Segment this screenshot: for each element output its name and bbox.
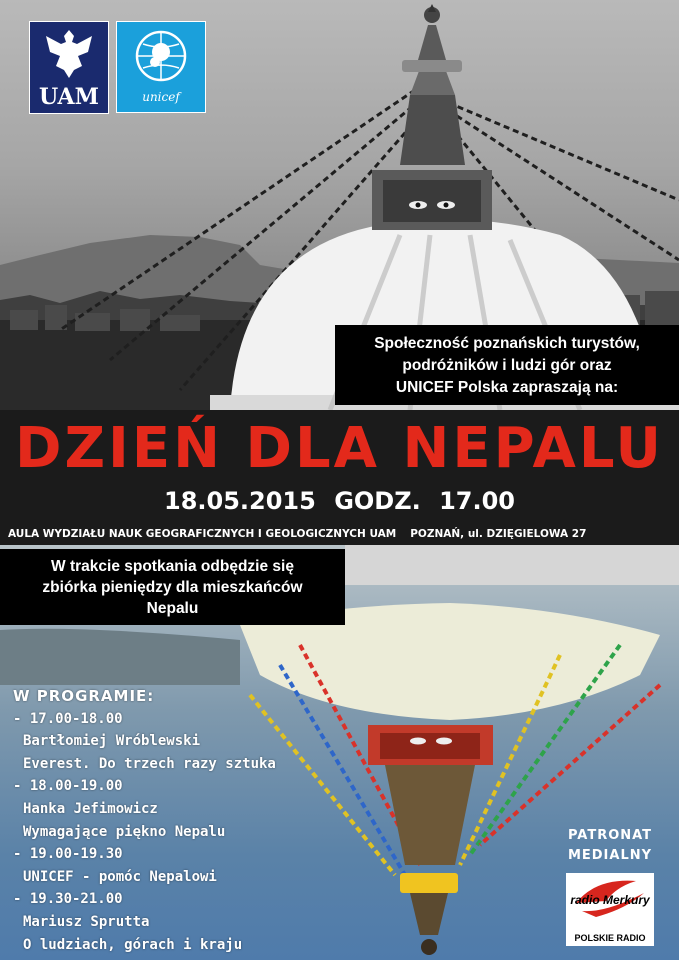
unicef-logo-text: unicef (142, 90, 180, 104)
fundraising-line: W trakcie spotkania odbędzie się (51, 558, 294, 575)
program-item-speaker: Hanka Jefimowicz (23, 800, 158, 817)
invitation-line: Społeczność poznańskich turystów, (374, 335, 640, 352)
patronage-line: MEDIALNY (567, 848, 653, 863)
invitation-line: UNICEF Polska zapraszają na: (395, 379, 619, 396)
event-time: GODZ. 17.00 (334, 487, 515, 515)
program-item-speaker: Bartłomiej Wróblewski (23, 733, 201, 750)
venue-address: POZNAŃ, ul. DZIĘGIELOWA 27 (410, 528, 587, 540)
event-title: DZIEŃ DLA NEPALU (14, 416, 665, 481)
media-patronage-label (555, 826, 665, 866)
program-header: W PROGRAMIE: (13, 687, 155, 705)
radio-brand-name: radio Merkury (570, 893, 650, 907)
invitation-text-box (335, 325, 679, 405)
program-list (13, 685, 276, 956)
program-item-time: - 17.00-18.00 (13, 710, 123, 727)
unicef-logo (116, 21, 206, 113)
patronage-line: PATRONAT (567, 828, 653, 843)
program-item-time: - 19.30-21.00 (13, 891, 123, 908)
polskie-radio-label: POLSKIE RADIO (574, 933, 646, 943)
program-item-speaker: Mariusz Sprutta (23, 913, 150, 930)
uam-logo-text: UAM (39, 84, 99, 110)
event-date: 18.05.2015 (164, 487, 316, 515)
program-item-time: - 19.00-19.30 (13, 846, 123, 863)
program-item-speaker: UNICEF - pomóc Nepalowi (23, 868, 217, 885)
fundraising-line: zbiórka pieniędzy dla mieszkańców (42, 579, 303, 596)
radio-merkury-logo (566, 873, 654, 946)
fundraising-line: Nepalu (146, 600, 199, 617)
eagle-emblem-icon (30, 22, 108, 113)
program-item-topic: Wymagające piękno Nepalu (23, 823, 226, 840)
invitation-line: podróżników i ludzi gór oraz (402, 357, 612, 374)
event-venue (8, 527, 679, 541)
program-item-topic: Everest. Do trzech razy sztuka (23, 755, 276, 772)
venue-name: AULA WYDZIAŁU NAUK GEOGRAFICZNYCH I GEOLOGICZNYCH UAM (8, 528, 397, 540)
program-item-time: - 18.00-19.00 (13, 778, 123, 795)
program-item-topic: O ludziach, górach i kraju (23, 936, 243, 953)
fundraising-notice-box (0, 549, 345, 625)
event-date-time (0, 485, 679, 517)
uam-logo (29, 21, 109, 114)
unicef-globe-icon (117, 22, 205, 92)
